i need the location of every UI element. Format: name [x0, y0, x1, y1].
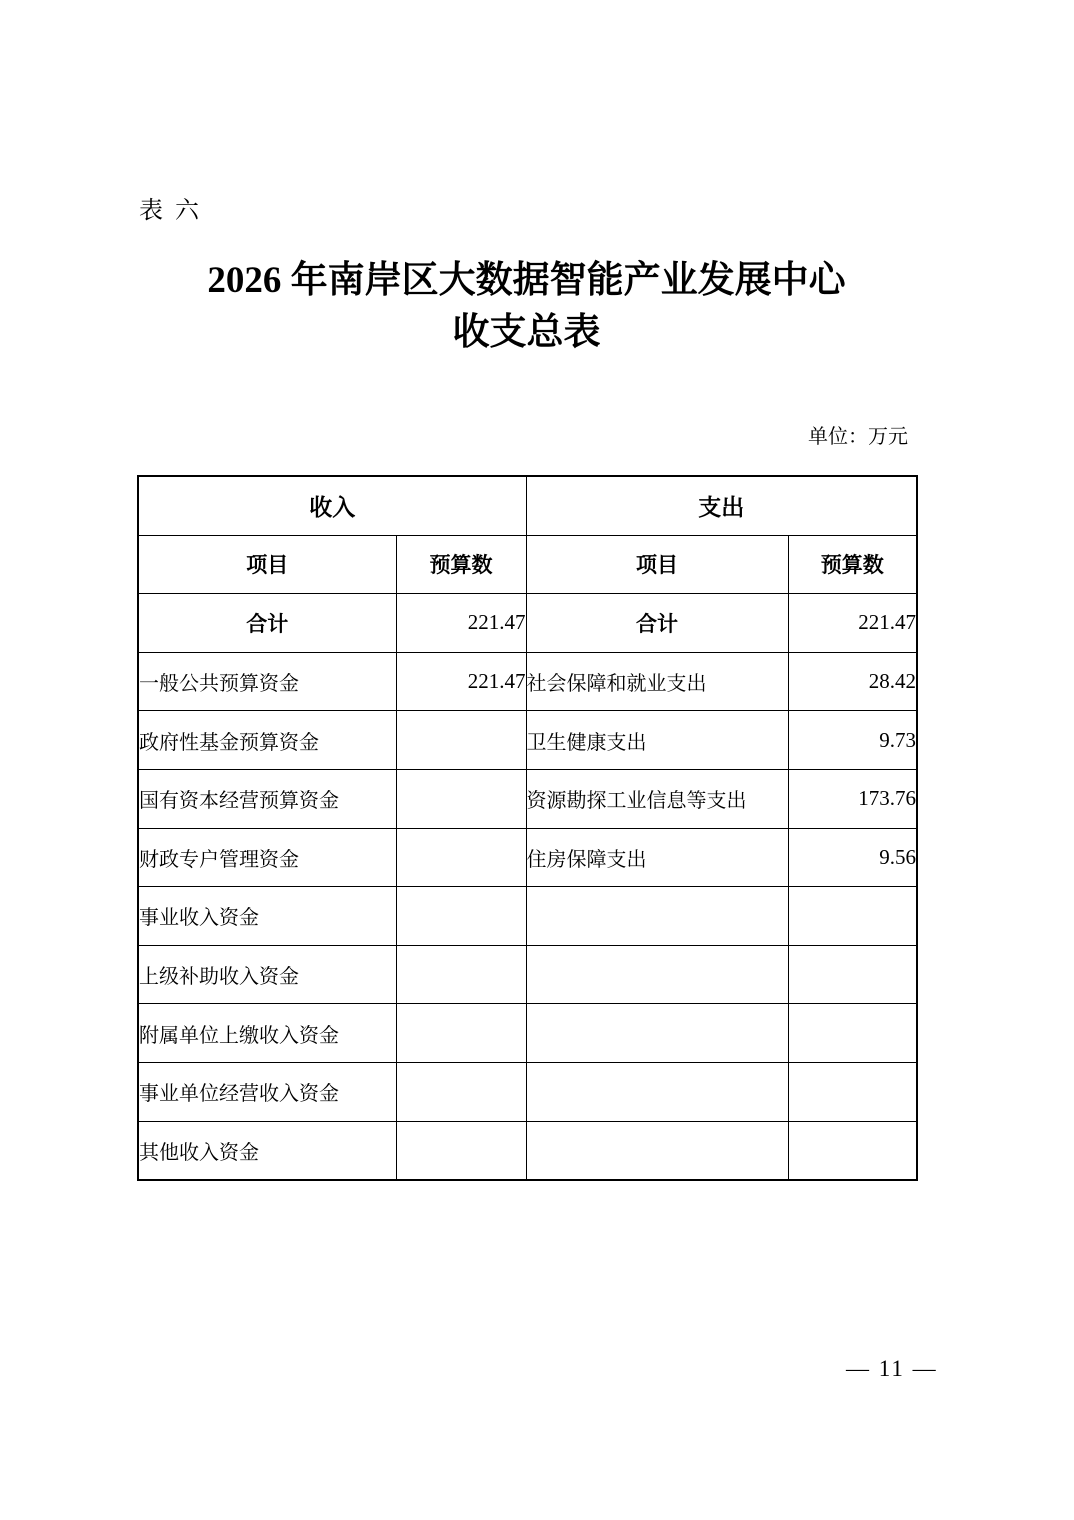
expense-value-cell: 9.73: [788, 711, 917, 770]
income-item-cell: 其他收入资金: [138, 1121, 396, 1180]
budget-summary-table: [137, 475, 918, 1181]
income-item-cell: 事业收入资金: [138, 887, 396, 946]
income-value-cell: 221.47: [396, 594, 526, 653]
expense-value-cell: [788, 887, 917, 946]
income-value-cell: [396, 1121, 526, 1180]
unit-note: 单位：万元: [808, 426, 908, 448]
expense-item-cell: 合计: [526, 594, 788, 653]
income-item-column-header: 项目: [138, 535, 396, 594]
expense-value-cell: [788, 1062, 917, 1121]
column-header-row: [138, 535, 917, 594]
expense-value-cell: [788, 945, 917, 1004]
income-item-cell: 合计: [138, 594, 396, 653]
expense-item-cell: 住房保障支出: [526, 828, 788, 887]
expense-item-cell: [526, 945, 788, 1004]
section-header-row: [138, 476, 917, 535]
table-body: [138, 594, 917, 1180]
expense-section-header: 支出: [526, 476, 917, 535]
income-item-cell: 一般公共预算资金: [138, 652, 396, 711]
expense-value-cell: 221.47: [788, 594, 917, 653]
expense-item-cell: [526, 887, 788, 946]
expense-value-cell: [788, 1004, 917, 1063]
expense-budget-column-header: 预算数: [788, 535, 917, 594]
table-row: [138, 711, 917, 770]
income-item-cell: 财政专户管理资金: [138, 828, 396, 887]
table-row: [138, 828, 917, 887]
expense-item-cell: 资源勘探工业信息等支出: [526, 769, 788, 828]
page-number: — 11 —: [846, 1356, 938, 1381]
table-row: [138, 1121, 917, 1180]
income-budget-column-header: 预算数: [396, 535, 526, 594]
expense-value-cell: [788, 1121, 917, 1180]
expense-item-cell: 社会保障和就业支出: [526, 652, 788, 711]
table-row: [138, 945, 917, 1004]
income-value-cell: [396, 1062, 526, 1121]
expense-item-cell: 卫生健康支出: [526, 711, 788, 770]
income-item-cell: 上级补助收入资金: [138, 945, 396, 1004]
table-row: [138, 1062, 917, 1121]
table-row: [138, 1004, 917, 1063]
income-value-cell: 221.47: [396, 652, 526, 711]
table-row: [138, 887, 917, 946]
expense-item-column-header: 项目: [526, 535, 788, 594]
income-item-cell: 附属单位上缴收入资金: [138, 1004, 396, 1063]
income-item-cell: 国有资本经营预算资金: [138, 769, 396, 828]
document-title-line1: 2026 年南岸区大数据智能产业发展中心: [207, 260, 846, 301]
expense-value-cell: 173.76: [788, 769, 917, 828]
expense-value-cell: 9.56: [788, 828, 917, 887]
expense-item-cell: [526, 1121, 788, 1180]
income-value-cell: [396, 887, 526, 946]
income-value-cell: [396, 828, 526, 887]
table-label: 表六: [139, 198, 211, 224]
income-value-cell: [396, 945, 526, 1004]
income-value-cell: [396, 711, 526, 770]
table-row: [138, 652, 917, 711]
table-row: [138, 594, 917, 653]
expense-item-cell: [526, 1062, 788, 1121]
expense-value-cell: 28.42: [788, 652, 917, 711]
document-title-line2: 收支总表: [452, 312, 601, 353]
table-row: [138, 769, 917, 828]
income-item-cell: 事业单位经营收入资金: [138, 1062, 396, 1121]
expense-item-cell: [526, 1004, 788, 1063]
income-item-cell: 政府性基金预算资金: [138, 711, 396, 770]
income-value-cell: [396, 769, 526, 828]
income-value-cell: [396, 1004, 526, 1063]
income-section-header: 收入: [138, 476, 526, 535]
